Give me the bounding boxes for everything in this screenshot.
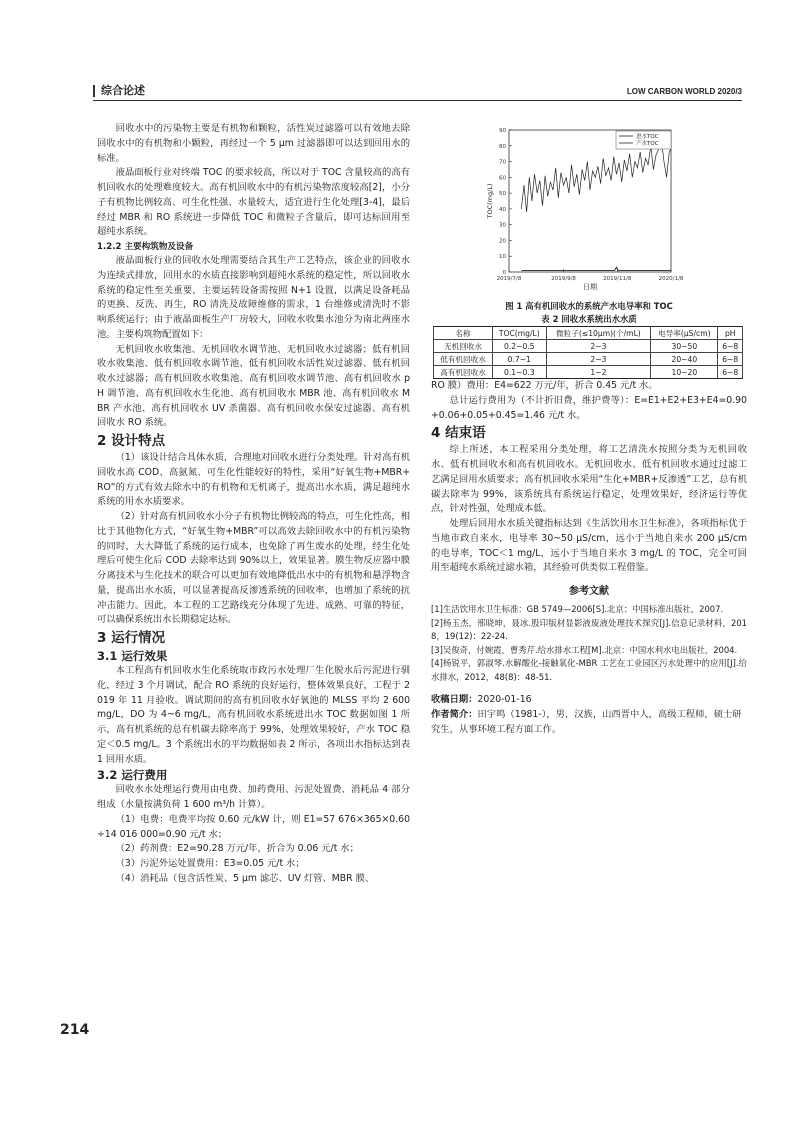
- table-cell: 低有机回收水: [434, 353, 493, 366]
- x-tick-label: 2019/7/8: [496, 276, 522, 282]
- paragraph: （1）电费：电费平均按 0.60 元/kW 计，则 E1=57 676×365×0.60÷14 016 000=0.90 元/t 水；: [97, 813, 410, 840]
- author-label: 作者简介：: [431, 708, 478, 720]
- table-row: [434, 366, 743, 379]
- page-number: 214: [60, 1022, 90, 1038]
- toc-chart: [431, 122, 747, 300]
- paragraph: （2）针对高有机回收水小分子有机物比例较高的特点，可生化性高，相比于其他物化方式，“好氧生物+MBR”可以高效去除回收水中的有机污染物的同时，大大降低了系统的运行成本，也免除了再生废水的处理，经生化处理后可使生化后 COD 去除率达到 90%以上，效果显著。膜生物反应器中膜分离技术与生化技术的联合可以更加有效地降低出水中的有机物和悬浮物含量，提高出水水质，可以显著提高反渗透系统的回收率，也增加了系统的抗冲击能力。因此，本工程的工艺路线充分体现了先进、成熟、可靠的特征，可以确保系统出水长期稳定达标。: [97, 511, 410, 626]
- paragraph: 回收水水处理运行费用由电费、加药费用、污泥处置费、消耗品 4 部分组成（水量按满负荷 1 600 m³/h 计算）。: [97, 784, 410, 810]
- table-cell: 无机回收水: [434, 340, 493, 353]
- paragraph: （4）消耗品（包含活性炭、5 μm 滤芯、UV 灯管、MBR 膜、: [115, 872, 375, 884]
- paragraph: 处理后回用水水质关键指标达到《生活饮用水卫生标准》，各项指标优于当地市政自来水，电导率 30~50 μS/cm，远小于当地自来水 200 μS/cm 的电导率，TOC＜1 mg/L，远小于当地自来水 3 mg/L 的 TOC，完全可回用至超纯水系统过滤水箱，其经验可供类似工程借鉴。: [431, 518, 747, 574]
- y-tick-label: 30: [499, 222, 506, 229]
- paragraph: 无机回收水收集池、无机回收水调节池、无机回收水过滤器；低有机回收水收集池、低有机回收水调节池、低有机回收水活性炭过滤器、低有机回收水过滤器；高有机回收水收集池、高有机回收水调节池、高有机回收水 pH 调节池、高有机回收水生化池、高有机回收水 MBR 池、高有机回收水 MBR 产水池、高有机回收水 UV 杀菌器、高有机回收水保安过滤器、高有机回收水 RO 系统。: [97, 343, 410, 429]
- received-label: 收稿日期：: [431, 694, 478, 705]
- table-cell: 0.2~0.5: [493, 340, 547, 353]
- y-tick-label: 0: [502, 270, 506, 276]
- y-tick-label: 80: [499, 143, 506, 150]
- legend-label: 进水TOC: [636, 134, 659, 140]
- paragraph: （1）该设计结合具体水质，合理地对回收水进行分类处理。针对高有机回收水高 COD、高氨氮、可生化性能较好的特性，采用“好氧生物+MBR+RO”的方式有效去除水中的有机物和无机离子，提高出水水质，满足超纯水系统的用水水质要求。: [97, 452, 410, 508]
- table-header-cell: 电导率(μS/cm): [651, 327, 718, 340]
- x-axis-label: 日期: [583, 283, 597, 291]
- table-cell: 6~8: [718, 353, 743, 366]
- section-heading: 3 运行情况: [97, 630, 166, 646]
- paragraph: 本工程高有机回收水生化系统取市政污水处理厂生化脱水后污泥进行驯化，经过 3 个月调试，配合 RO 系统的良好运行，整体效果良好，工程于 2019 年 11 月验收。调试期间的高有机回收水好氧池的 MLSS 平均 2 600 mg/L，DO 为 4~6 mg/L，高有机回收水系统进出水 TOC 数据如图 1 所示，高有机系统的总有机碳去除率高于 99%，处理效果较好，产水 TOC 稳定＜0.5 mg/L。3 个系统出水的平均数据如表 2 所示，各项出水指标达到表 1 回用水质。: [97, 665, 410, 765]
- table-caption: 表 2 回收水系统出水水质: [541, 314, 637, 324]
- received-date: [431, 693, 747, 708]
- table-cell: 2~3: [546, 353, 651, 366]
- table-row: [434, 340, 743, 353]
- section-label: 综合论述: [93, 85, 145, 97]
- paragraph: RO 膜）费用：E4=622 万元/年，折合 0.45 元/t 水。: [431, 380, 658, 391]
- right-column: [431, 122, 747, 737]
- paragraph: （3）污泥外运处置费用：E3=0.05 元/t 水；: [115, 858, 305, 869]
- y-tick-label: 90: [499, 128, 506, 134]
- x-tick-label: 2019/9/8: [551, 276, 576, 282]
- y-tick-label: 60: [499, 175, 506, 182]
- subsection-heading: 3.1 运行效果: [97, 649, 168, 663]
- table-row: [434, 353, 743, 366]
- table-header-row: [434, 327, 743, 340]
- table-cell: 高有机回收水: [434, 366, 493, 379]
- table-header-cell: TOC(mg/L): [493, 327, 547, 340]
- table-header-cell: 名称: [434, 327, 493, 340]
- section-heading: 2 设计特点: [97, 433, 166, 449]
- table-header-cell: 微粒子(≤10μm)(个/mL): [546, 327, 651, 340]
- y-tick-label: 50: [499, 191, 506, 198]
- toc-chart-svg: [431, 122, 747, 300]
- received-value: 2020-01-16: [477, 694, 532, 705]
- influent-toc-line: [521, 140, 671, 213]
- reference-item: [2]杨玉杰，邢晓坤，聂冰.股印版材显影液废液处理技术探究[J].信息记录材料，2018，19(12)：22-24.: [431, 617, 747, 641]
- table-cell: 0.7~1: [493, 353, 547, 366]
- y-axis-label: TOC(mg/L): [486, 183, 494, 219]
- table-cell: 20~40: [651, 353, 718, 366]
- table-cell: 1~2: [546, 366, 651, 379]
- figure-caption: 图 1 高有机回收水的系统产水电导率和 TOC: [505, 301, 673, 311]
- paragraph: 液晶面板行业的回收水处理需要结合其生产工艺特点，该企业的回收水为连续式排放，回用水的水质直接影响到超纯水系统的稳定性，所以回收水系统的稳定性至关重要，主要运转设备需按照 N+1 设置，以满足设备耗品的更换、反洗、再生，RO 清洗及故障维修的需求，1 台维修或清洗时不影响系统运行；由于液晶面板生产厂房较大，回收水收集水池分为南北两座水池。主要构筑物配置如下：: [97, 255, 410, 340]
- left-column: [97, 122, 410, 887]
- reference-item: [4]杨锐平，郭淑琴.水解酸化-接触氧化-MBR 工艺在工业园区污水处理中的应用[J].给水排水，2012，48(8)：48-51.: [431, 658, 747, 682]
- paragraph: 回收水中的污染物主要是有机物和颗粒，活性炭过滤器可以有效地去除回收水中的有机物和小颗粒，再经过一个 5 μm 过滤器即可以达到回用水的标准。: [97, 123, 410, 164]
- section-heading: 4 结束语: [431, 425, 486, 442]
- paragraph: 总计运行费用为（不计折旧费，维护费等）：E=E1+E2+E3+E4=0.90+0.06+0.05+0.45=1.46 元/t 水。: [431, 394, 747, 421]
- x-tick-label: 2020/1/8: [658, 276, 684, 282]
- paragraph: 液晶面板行业对终端 TOC 的要求较高，所以对于 TOC 含量较高的高有机回收水的处理难度较大。高有机回收水中的有机污染物浓度较高[2]，小分子有机物比例较高、可生化性强、水量较大，适宜进行生化处理[3-4]，最后经过 MBR 和 RO 系统进一步降低 TOC 和微粒子含量后，即可达标回用至超纯水系统。: [97, 167, 410, 238]
- legend-label: 产水TOC: [636, 141, 659, 147]
- reference-item: [3]吴俊奇，付婉霞，曹秀芹.给水排水工程[M].北京：中国水利水电出版社，2004.: [431, 644, 738, 655]
- table-cell: 10~20: [651, 366, 718, 379]
- table-cell: 0.1~0.3: [493, 366, 547, 379]
- page-header: [93, 84, 742, 101]
- y-tick-label: 70: [499, 159, 506, 166]
- table-cell: 2~3: [546, 340, 651, 353]
- x-tick-label: 2019/11/8: [603, 276, 632, 282]
- table-header-cell: pH: [718, 327, 743, 340]
- author-value: 田宇鸣（1981-），男，汉族，山西晋中人，高级工程师，硕士研究生，从事环境工程方面工作。: [431, 708, 742, 735]
- table-cell: 6~8: [718, 366, 743, 379]
- journal-label: LOW CARBON WORLD 2020/3: [626, 87, 742, 96]
- plot-frame: [509, 130, 671, 272]
- subsection-heading: 1.2.2 主要构筑物及设备: [97, 242, 194, 252]
- effluent-toc-line: [521, 267, 671, 270]
- references-heading: 参考文献: [569, 586, 609, 597]
- table-cell: 30~50: [651, 340, 718, 353]
- table-cell: 6~8: [718, 340, 743, 353]
- paragraph: （2）药剂费：E2=90.28 万元/年，折合为 0.06 元/t 水；: [115, 843, 359, 855]
- water-quality-table: [433, 326, 743, 379]
- reference-item: [1]生活饮用水卫生标准：GB 5749—2006[S].北京：中国标准出版社，2007.: [431, 604, 724, 614]
- y-tick-label: 10: [499, 254, 506, 261]
- paragraph: 综上所述，本工程采用分类处理，将工艺清洗水按照分类为无机回收水、低有机回收水和高有机回收水。无机回收水、低有机回收水通过过滤工艺满足回用水质要求；高有机回收水采用“生化+MBR+反渗透”工艺，总有机碳去除率为 99%，该系统具有系统运行稳定，处理效果好，经济运行等优点，针对性强，处理成本低。: [431, 444, 747, 515]
- y-tick-label: 40: [499, 206, 506, 213]
- author-bio: [431, 708, 747, 738]
- y-tick-label: 20: [499, 238, 506, 245]
- subsection-heading: 3.2 运行费用: [97, 768, 168, 783]
